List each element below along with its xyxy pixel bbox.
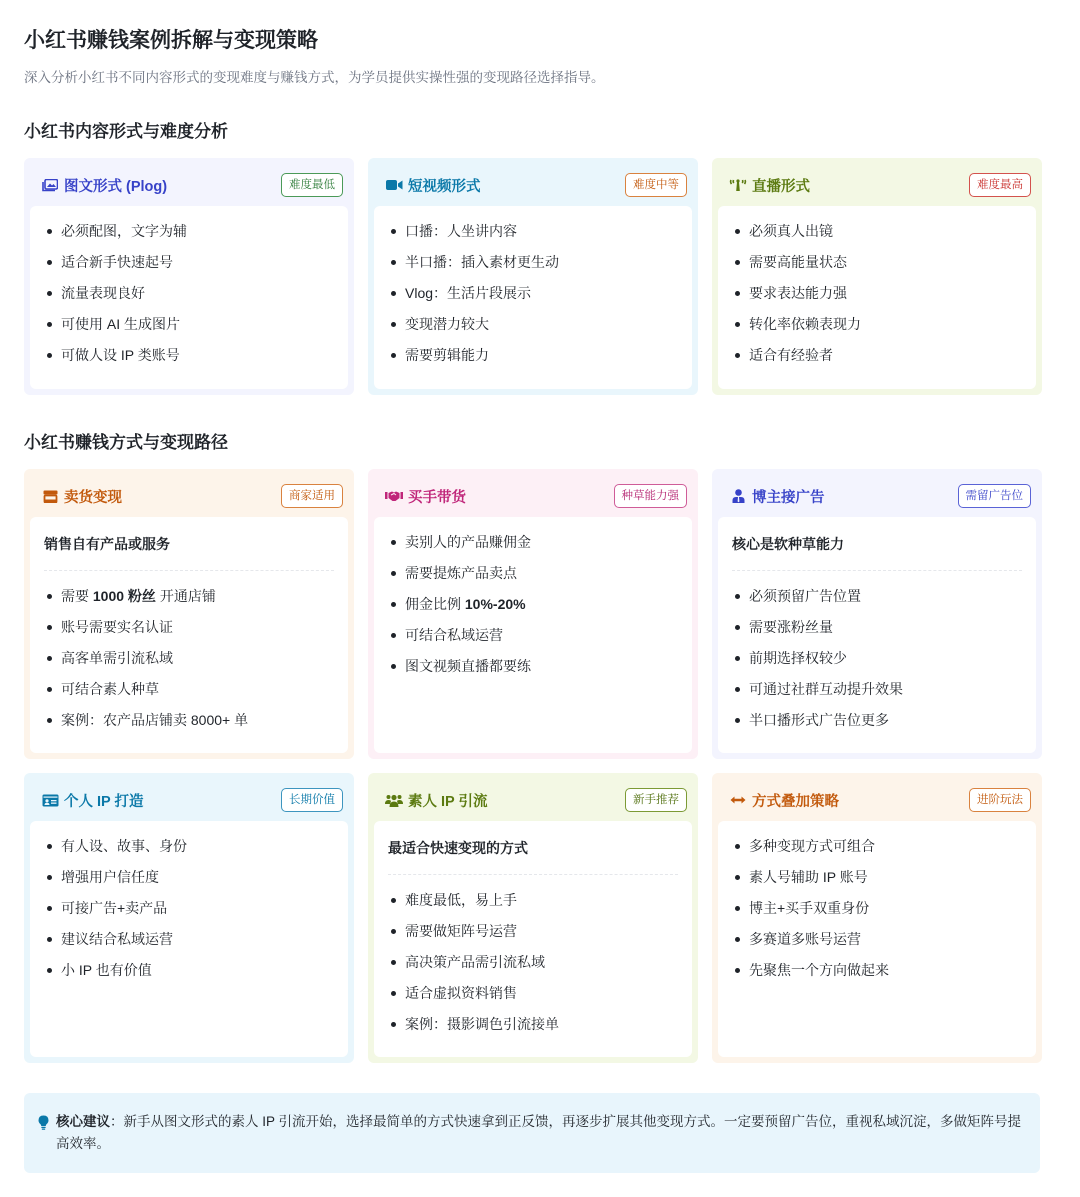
list-item: 卖别人的产品赚佣金 [388,532,678,552]
list-item: 必须预留广告位置 [732,586,1022,606]
list-item: 流量表现良好 [44,283,334,303]
card-blogger-ads [712,469,1042,759]
card-plog [24,158,354,395]
list-item: 多种变现方式可组合 [732,836,1022,856]
card-lead: 销售自有产品或服务 [44,536,170,552]
list-item: 素人号辅助 IP 账号 [732,867,1022,887]
broadcast-tower-icon [729,178,747,192]
tag-badge: 商家适用 [281,484,343,508]
card-live [712,158,1042,395]
list-item: 半口播：插入素材更生动 [388,252,678,272]
card-header [374,779,692,821]
list-item: 可通过社群互动提升效果 [732,679,1022,699]
image-icon [41,178,59,192]
list-item: 口播：人坐讲内容 [388,221,678,241]
list-item: 高客单需引流私域 [44,648,334,668]
card-sell-goods [24,469,354,759]
card-title: 图文形式 (Plog) [64,178,168,195]
list-item: 多赛道多账号运营 [732,929,1022,949]
card-lead: 最适合快速变现的方式 [388,840,528,856]
tag-badge: 新手推荐 [625,788,687,812]
list-item: 可结合素人种草 [44,679,334,699]
card-body [374,517,692,753]
list-item: 必须配图，文字为辅 [44,221,334,241]
list-item: 变现潜力较大 [388,314,678,334]
list-item: 案例：摄影调色引流接单 [388,1014,678,1034]
card-title: 个人 IP 打造 [64,793,144,810]
card-body [718,206,1036,389]
dashed-divider [388,874,678,875]
list-item: 高决策产品需引流私域 [388,952,678,972]
card-buyer-commerce [368,469,698,759]
list-item: 图文视频直播都要练 [388,656,678,676]
card-title: 卖货变现 [64,489,122,506]
card-header [30,779,348,821]
card-body [30,517,348,753]
tag-badge: 需留广告位 [958,484,1032,508]
list-item: 适合虚拟资料销售 [388,983,678,1003]
list-item: 前期选择权较少 [732,648,1022,668]
list-item: 需要涨粉丝量 [732,617,1022,637]
core-advice-callout [24,1093,1040,1173]
card-personal-ip [24,773,354,1063]
difficulty-badge: 难度最高 [969,173,1031,197]
list-item: 可接广告+卖产品 [44,898,334,918]
lightbulb-icon [38,1115,50,1137]
card-header [718,164,1036,206]
core-advice-text: 核心建议：新手从图文形式的素人 IP 引流开始，选择最简单的方式快速拿到正反馈，再逐步扩展其他变现方式。一定要预留广告位，重视私域沉淀，多做矩阵号提高效率。 [56,1114,1022,1151]
card-amateur-ip [368,773,698,1063]
tag-badge: 种草能力强 [614,484,688,508]
card-header [30,164,348,206]
card-header [374,164,692,206]
card-title: 博主接广告 [752,489,825,506]
card-combined-strategy [712,773,1042,1063]
list-item: 建议结合私域运营 [44,929,334,949]
dashed-divider [44,570,334,571]
card-body [30,206,348,389]
list-item: 要求表达能力强 [732,283,1022,303]
card-title: 素人 IP 引流 [408,793,488,810]
list-item: 可做人设 IP 类账号 [44,345,334,365]
page-title: 小红书赚钱案例拆解与变现策略 [24,29,318,52]
list-item: 可结合私域运营 [388,625,678,645]
list-item: 需要提炼产品卖点 [388,563,678,583]
list-item: 半口播形式广告位更多 [732,710,1022,730]
card-body [30,821,348,1057]
list-item: 增强用户信任度 [44,867,334,887]
card-body [718,517,1036,753]
card-title: 直播形式 [752,178,810,195]
section-title-monetization: 小红书赚钱方式与变现路径 [24,433,228,452]
content-format-grid [24,158,1040,395]
list-item: 需要 1000 粉丝 开通店铺 [44,586,334,606]
card-lead: 核心是软种草能力 [732,536,844,552]
tag-badge: 进阶玩法 [969,788,1031,812]
list-item: 账号需要实名认证 [44,617,334,637]
list-item: Vlog：生活片段展示 [388,283,678,303]
core-advice-label: 核心建议 [56,1114,110,1129]
id-card-icon [41,793,59,807]
list-item: 需要高能量状态 [732,252,1022,272]
handshake-icon [385,489,403,503]
list-item: 需要剪辑能力 [388,345,678,365]
list-item: 佣金比例 10%-20% [388,594,678,614]
list-item: 小 IP 也有价值 [44,960,334,980]
difficulty-badge: 难度中等 [625,173,687,197]
card-title: 短视频形式 [408,178,481,195]
list-item: 难度最低，易上手 [388,890,678,910]
card-title: 方式叠加策略 [752,793,839,810]
card-header [30,475,348,517]
card-short-video [368,158,698,395]
card-title: 买手带货 [408,489,466,506]
user-tie-icon [729,489,747,503]
monetization-grid [24,469,1040,1063]
list-item: 需要做矩阵号运营 [388,921,678,941]
list-item: 案例：农产品店铺卖 8000+ 单 [44,710,334,730]
list-item: 适合有经验者 [732,345,1022,365]
list-item: 可使用 AI 生成图片 [44,314,334,334]
card-body [374,206,692,389]
difficulty-badge: 难度最低 [281,173,343,197]
list-item: 转化率依赖表现力 [732,314,1022,334]
list-item: 有人设、故事、身份 [44,836,334,856]
arrows-left-right-icon [729,793,747,807]
list-item: 必须真人出镜 [732,221,1022,241]
list-item: 适合新手快速起号 [44,252,334,272]
card-header [718,779,1036,821]
page-subtitle: 深入分析小红书不同内容形式的变现难度与赚钱方式，为学员提供实操性强的变现路径选择指导。 [24,70,605,85]
tag-badge: 长期价值 [281,788,343,812]
store-icon [41,489,59,503]
video-camera-icon [385,178,403,192]
list-item: 博主+买手双重身份 [732,898,1022,918]
card-header [718,475,1036,517]
card-body [718,821,1036,1057]
section-title-content-formats: 小红书内容形式与难度分析 [24,122,228,141]
dashed-divider [732,570,1022,571]
list-item: 先聚焦一个方向做起来 [732,960,1022,980]
users-icon [385,793,403,807]
card-body [374,821,692,1057]
card-header [374,475,692,517]
